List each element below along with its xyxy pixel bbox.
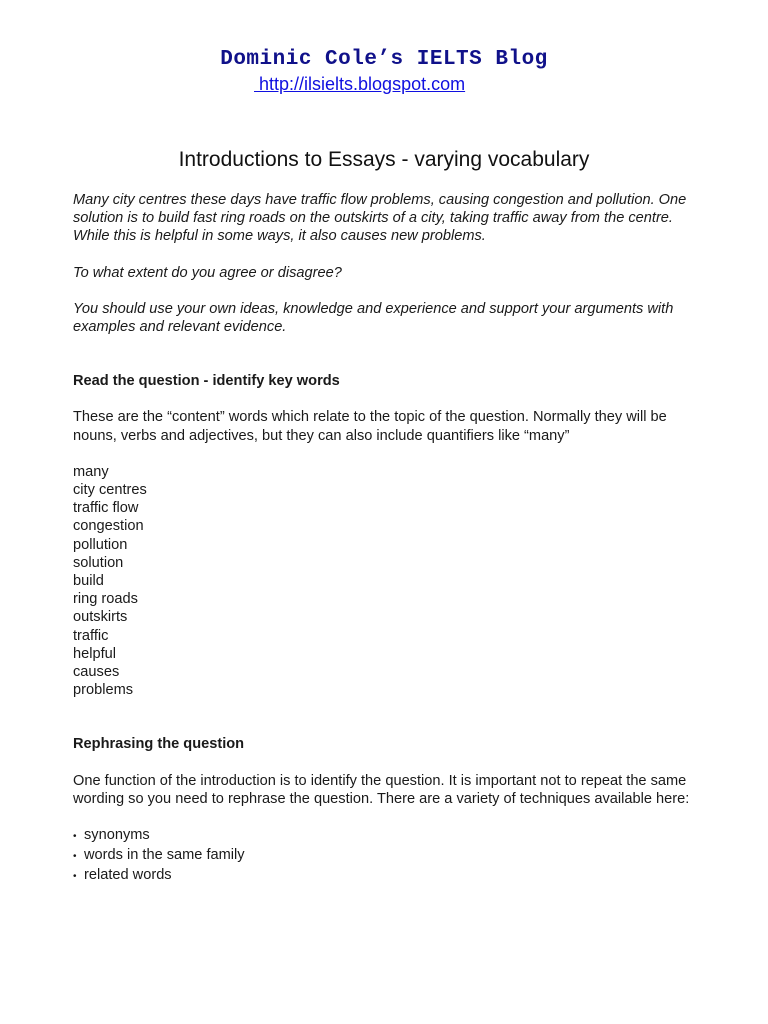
bullet-icon: • [73, 851, 77, 863]
list-item: many [73, 463, 109, 480]
prompt-paragraph-1: Many city centres these days have traffic flow problems, causing congestion and pollution. One solution is to build fast ring roads on the outskirts of a city, taking traffic away from the centre. While this is helpful in some ways, it also causes new problems. [73, 192, 687, 245]
list-item: pollution [73, 536, 128, 553]
blog-url-link[interactable]: http://ilsielts.blogspot.com [254, 74, 466, 94]
section-body-key-words: These are the “content” words which relate to the topic of the question. Normally they will be nouns, verbs and adjectives, but they can also include quantifiers like “many” [73, 409, 667, 444]
list-item: build [73, 573, 104, 590]
bullet-icon: • [73, 831, 77, 843]
technique-label: words in the same family [84, 847, 245, 864]
list-item [73, 866, 713, 886]
list-item: ring roads [73, 591, 138, 608]
keyword-list [73, 463, 713, 700]
document-body [73, 191, 713, 887]
technique-list [73, 826, 713, 887]
list-item: traffic [73, 627, 109, 644]
document-title: Introductions to Essays - varying vocabulary [178, 148, 590, 171]
list-item: solution [73, 554, 124, 571]
prompt-paragraph-3: You should use your own ideas, knowledge and experience and support your arguments with examples and relevant evidence. [73, 300, 674, 336]
list-item: congestion [73, 518, 144, 535]
prompt-paragraph-2: To what extent do you agree or disagree? [73, 264, 342, 281]
section-heading-rephrasing: Rephrasing the question [73, 736, 245, 753]
bullet-icon: • [73, 871, 77, 883]
section-heading-key-words: Read the question - identify key words [73, 373, 340, 390]
section-body-rephrasing: One function of the introduction is to identify the question. It is important not to repeat the same wording so you need to rephrase the question. There are a variety of techniques available here: [73, 772, 690, 807]
list-item: outskirts [73, 609, 128, 626]
technique-label: related words [84, 867, 172, 884]
technique-label: synonyms [84, 827, 150, 844]
list-item: traffic flow [73, 500, 139, 517]
list-item [73, 846, 713, 866]
list-item: city centres [73, 482, 147, 499]
list-item: causes [73, 664, 120, 681]
list-item: helpful [73, 645, 117, 662]
list-item: problems [73, 682, 134, 699]
list-item [73, 826, 713, 846]
blog-title: Dominic Cole’s IELTS Blog [220, 48, 548, 71]
